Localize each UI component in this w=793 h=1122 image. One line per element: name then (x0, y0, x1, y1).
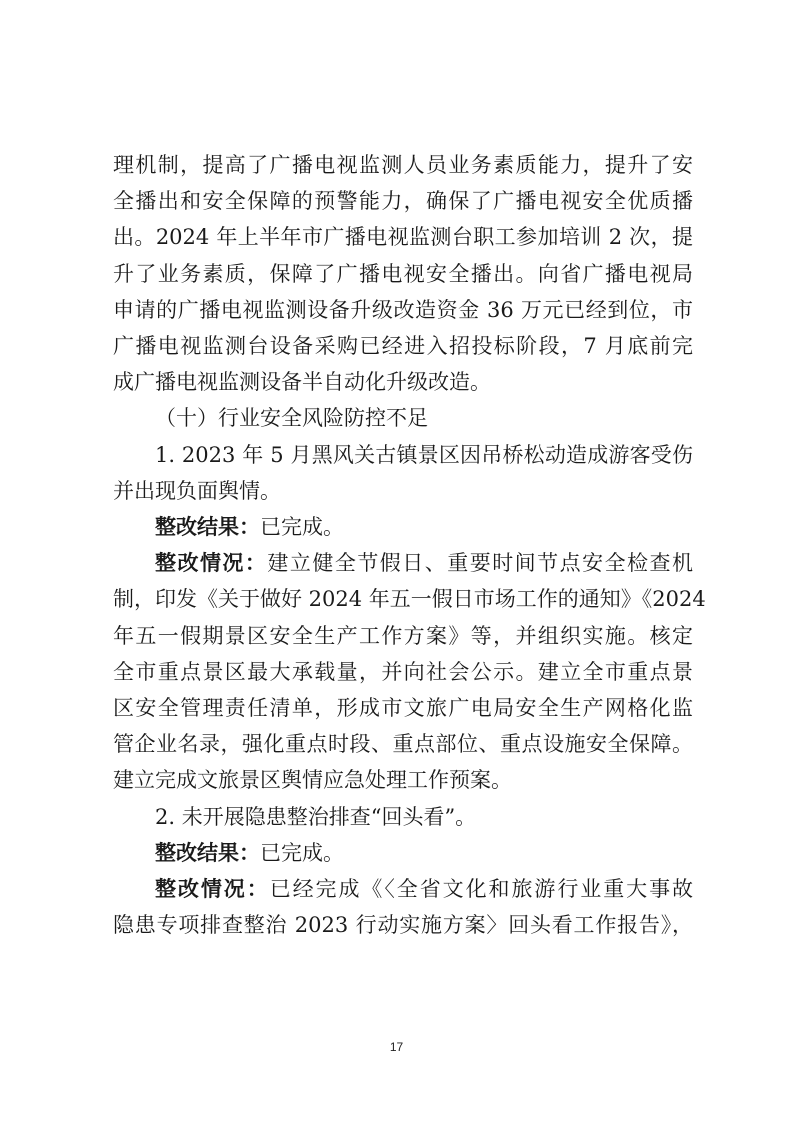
body-line: 理机制，提高了广播电视监测人员业务素质能力，提升了安 (113, 153, 693, 177)
result-text: 已完成。 (260, 840, 344, 865)
issue-item: 1. 2023 年 5 月黑风关古镇景区因吊桥松动造成游客受伤 (155, 442, 693, 467)
body-line: 全播出和安全保障的预警能力，确保了广播电视安全优质播 (113, 189, 693, 214)
body-line: 成广播电视监测设备半自动化升级改造。 (113, 370, 491, 395)
body-line: 申请的广播电视监测设备升级改造资金 36 万元已经到位，市 (113, 297, 693, 322)
body-line: 年五一假期景区安全生产工作方案》等，并组织实施。核定 (113, 623, 693, 648)
body-line: 建立完成文旅景区舆情应急处理工作预案。 (113, 768, 512, 793)
body-line: 管企业名录，强化重点时段、重点部位、重点设施安全保障。 (113, 732, 693, 757)
situation-label: 整改情况： (155, 877, 270, 902)
body-line: 制，印发《关于做好 2024 年五一假日市场工作的通知》《2024 (113, 587, 706, 612)
situation-line (113, 545, 693, 581)
body-line: 出。2024 年上半年市广播电视监测台职工参加培训 2 次，提 (113, 225, 693, 250)
body-line: 隐患专项排查整治 2023 行动实施方案〉回头看工作报告》， (113, 913, 693, 938)
section-heading: （十）行业安全风险防控不足 (155, 406, 428, 431)
situation-text: 已经完成《〈全省文化和旅游行业重大事故 (269, 877, 694, 902)
situation-line (113, 871, 693, 907)
result-line (113, 509, 693, 545)
body-line: 升了业务素质，保障了广播电视安全播出。向省广播电视局 (113, 261, 693, 286)
body-line: 并出现负面舆情。 (113, 478, 281, 503)
body-line: 区安全管理责任清单，形成市文旅广电局安全生产网格化监 (113, 696, 693, 721)
result-line (113, 835, 693, 871)
result-label: 整改结果： (155, 840, 260, 865)
issue-item: 2. 未开展隐患整治排查“回头看”。 (155, 804, 477, 829)
body-line: 全市重点景区最大承载量，并向社会公示。建立全市重点景 (113, 659, 693, 684)
document-body (113, 147, 706, 943)
result-text: 已完成。 (260, 515, 344, 540)
result-label: 整改结果： (155, 515, 260, 540)
body-line: 广播电视监测台设备采购已经进入招投标阶段，7 月底前完 (113, 334, 693, 359)
page-number: 17 (389, 1040, 404, 1054)
situation-text: 建立健全节假日、重要时间节点安全检查机 (267, 551, 694, 576)
situation-label: 整改情况： (155, 551, 268, 576)
